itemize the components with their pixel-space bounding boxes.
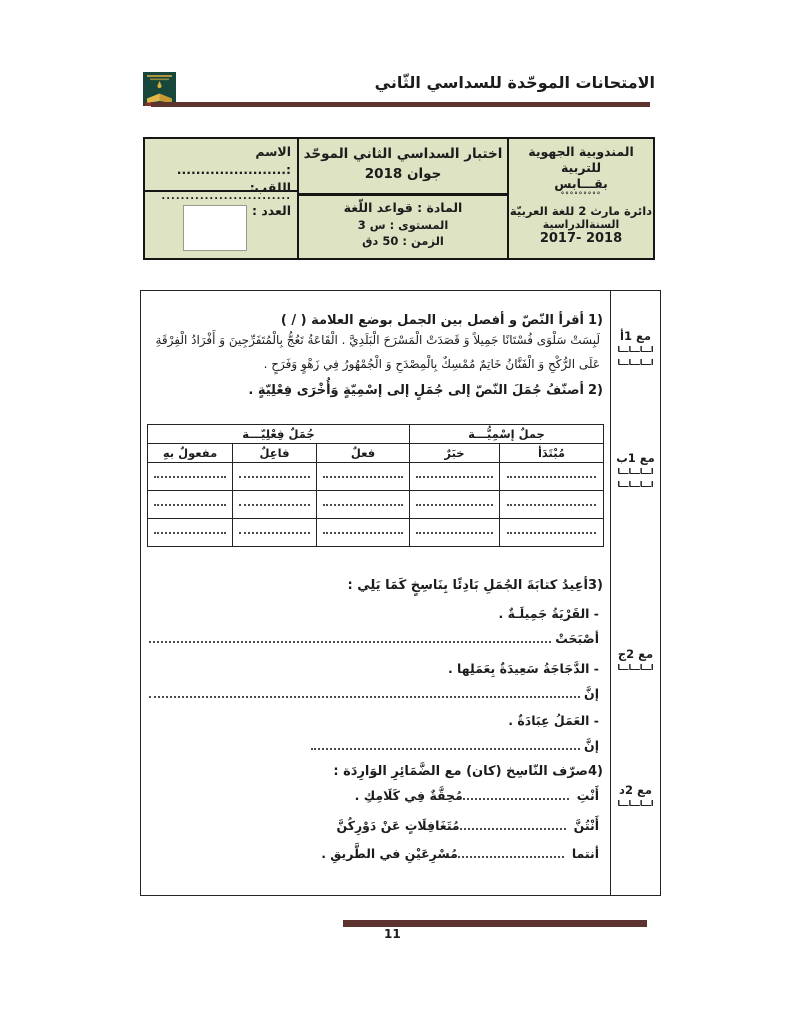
criterion-label: مع 1ب: [616, 451, 655, 465]
dotted-answer-line: [154, 476, 226, 478]
exam-duration: الزمن : 50 دق: [362, 234, 444, 248]
institution-line: المندوبية الجهوية للتربية: [528, 144, 634, 175]
exam-info-table: [143, 137, 655, 260]
question-3-text: أعِيدُ كتابَةَ الجُمَلِ بَادِئًا بِنَاسِخٍ كَمَا يَلِي :: [347, 578, 588, 593]
q3-starter-3: إنَّ: [584, 738, 599, 753]
criterion-label: مع 2د: [619, 783, 652, 797]
q3-answer-1[interactable]: [149, 631, 599, 646]
dotted-answer-line: [507, 476, 596, 478]
dotted-answer-line: [154, 504, 226, 506]
exam-details-cell: [299, 196, 507, 249]
q3-answer-2[interactable]: [149, 686, 599, 701]
exam-content: [145, 291, 607, 895]
dotted-answer-line[interactable]: [463, 798, 569, 800]
question-3-heading: [348, 578, 604, 593]
grading-tick-row: اـــاـــاـــا: [617, 358, 654, 367]
col-fail: فاعِلٌ: [233, 444, 317, 463]
school-year-label: السنةالدراسية: [542, 218, 620, 231]
dotted-answer-line[interactable]: [458, 856, 564, 858]
grading-margin-column: [610, 291, 660, 895]
question-2-heading: [248, 383, 603, 398]
dotted-answer-line: [323, 504, 402, 506]
student-name-field[interactable]: الاسم :.......................: [176, 144, 291, 177]
table-row: [148, 463, 604, 491]
classification-table: [147, 424, 604, 547]
answer-cell[interactable]: [317, 519, 410, 547]
student-fields: [145, 139, 297, 258]
dotted-answer-line: [416, 476, 493, 478]
exam-session: جوان 2018: [364, 166, 442, 182]
question-1-text: أقرأ النّصّ و أفصل بين الجمل بوضع العلامة ( / ): [280, 313, 584, 328]
question-2-number: 2): [588, 383, 603, 398]
question-1-number: 1): [588, 313, 603, 328]
student-surname-field[interactable]: اللقب:: [249, 180, 291, 195]
q3-sentence-1: - القَرْيَةُ جَمِيلَـةٌ .: [498, 606, 599, 621]
q3-answer-3[interactable]: [311, 738, 599, 753]
grading-tick-row: اـــاـــاـــا: [617, 467, 654, 476]
answer-cell[interactable]: [500, 519, 604, 547]
info-institution: [507, 139, 653, 258]
district-line: دائرة مارث 2 للغة العربيّة: [509, 204, 653, 218]
question-4-text: صرّف النّاسِخ (كان) مع الضَّمَائِرِ الوَارِدَة :: [333, 764, 588, 779]
q4-row-3: [149, 846, 599, 861]
table-row: [148, 491, 604, 519]
q3-sentence-2: - الدَّجَاجَةُ سَعِيدَةٌ بِعَمَلِها .: [447, 661, 599, 676]
exam-level: المستوى : س 3: [357, 218, 449, 232]
dotted-answer-line: [323, 532, 402, 534]
q4-phrase-1: مُحِقَّةٌ فِي كَلَامِكِ .: [354, 788, 463, 803]
question-4-heading: [333, 764, 603, 779]
grading-tick-row: اـــاـــاـــا: [617, 345, 654, 354]
answer-cell[interactable]: [410, 491, 500, 519]
criterion-mark-c: [611, 647, 660, 674]
header-rule: [151, 102, 650, 107]
dotted-answer-line: [239, 476, 310, 478]
question-4-number: 4): [588, 764, 603, 779]
answer-cell[interactable]: [317, 463, 410, 491]
col-mubtada: مُبْتَدَأ: [500, 444, 604, 463]
answer-cell[interactable]: [148, 491, 233, 519]
question-3-number: 3): [588, 578, 603, 593]
q3-sentence-3: - العَمَلُ عِبَادَةٌ .: [508, 713, 599, 728]
exam-subject: المادة : قواعد اللّغة: [343, 200, 463, 215]
dotted-answer-line: [239, 504, 310, 506]
reading-passage-line-2: عَلَى الرُّكْحِ وَ الْفَنَّانُ خَاتِمٌ مُمْسِكٌ بِالْمِصْدَحِ وَ الْجُمْهُورُ فِي زَهْوٍ وَفَرَحٍ .: [263, 357, 600, 371]
exam-body: [140, 290, 661, 896]
answer-cell[interactable]: [233, 519, 317, 547]
surname-dots-line[interactable]: ...........................: [161, 192, 291, 201]
exam-title: اختبار السداسي الثاني الموحّد: [303, 146, 503, 162]
table-column-header-row: [148, 444, 604, 463]
grading-tick-row: اـــاـــاـــا: [617, 480, 654, 489]
footer-rule: [343, 920, 647, 927]
dotted-answer-line[interactable]: [311, 748, 580, 750]
q4-phrase-3: مُسْرِعَيْنِ في الطَّريقِ .: [321, 846, 458, 861]
dotted-answer-line: [154, 532, 226, 534]
criterion-mark-a: [611, 329, 660, 369]
info-exam: [297, 139, 507, 258]
criterion-label: مع 1أ: [620, 329, 651, 343]
answer-cell[interactable]: [500, 491, 604, 519]
ministry-education-logo: [143, 72, 176, 106]
q4-row-2: [149, 818, 599, 833]
question-2-text: أصنّفُ جُمَلَ النّصّ إلى جُمَلٍ إلى إسْمِيّةٍ وَأُخْرَى فِعْلِيّةٍ .: [248, 383, 584, 398]
group-verbal-sentences: جُمَلٌ فِعْلِيّـــة: [148, 425, 410, 444]
dotted-answer-line[interactable]: [460, 828, 566, 830]
criterion-mark-b: [611, 451, 660, 491]
logo-icon: [143, 72, 176, 106]
table-row: [148, 519, 604, 547]
q3-starter-2: إنَّ: [584, 686, 599, 701]
dots-separator: °°°°°°°°°: [560, 191, 602, 199]
page-number: 11: [384, 927, 401, 941]
dotted-answer-line: [507, 504, 596, 506]
dotted-answer-line[interactable]: [149, 641, 551, 643]
grading-tick-row: اـــاـــاـــا: [617, 799, 654, 808]
q4-pronoun-1: أَنْتِ: [576, 788, 599, 803]
score-cell: [145, 192, 297, 258]
answer-cell[interactable]: [500, 463, 604, 491]
student-name-cell[interactable]: [145, 139, 297, 195]
dotted-answer-line[interactable]: [149, 696, 580, 698]
institution-city: بقـــابس: [554, 176, 608, 191]
col-khabar: خبَرٌ: [410, 444, 500, 463]
answer-cell[interactable]: [233, 491, 317, 519]
score-label: العدد :: [251, 203, 291, 218]
answer-cell[interactable]: [148, 519, 233, 547]
table-group-header-row: [148, 425, 604, 444]
criterion-label: مع 2ج: [617, 647, 654, 661]
answer-cell[interactable]: [410, 519, 500, 547]
col-fiil: فعلٌ: [317, 444, 410, 463]
answer-cell[interactable]: [317, 491, 410, 519]
reading-passage-line-1: لَبِسَتْ سَلْوَى فُسْتَانًا جَمِيلاً وَ قَصَدَتْ الْمَسْرَحَ الْبَلَدِيَّ . الْقَاعَةُ تَعُجُّ بِالْمُتَفَرِّجِينَ وَ أَفْرَادُ الْفِرْقَةِ: [155, 333, 600, 347]
grading-tick-row: اـــاـــاـــا: [617, 663, 654, 672]
answer-cell[interactable]: [233, 463, 317, 491]
dotted-answer-line: [507, 532, 596, 534]
q4-phrase-2: مُتَغَافِلَاتٍ عَنْ دَوْرِكُنَّ: [336, 818, 460, 833]
dotted-answer-line: [416, 532, 493, 534]
q4-pronoun-3: أنتما: [571, 846, 599, 861]
question-1-heading: [281, 313, 603, 328]
answer-cell[interactable]: [148, 463, 233, 491]
col-mafoul: مفعولٌ بهِ: [148, 444, 233, 463]
dotted-answer-line: [239, 532, 310, 534]
score-box[interactable]: [183, 205, 247, 251]
q4-pronoun-2: أَنْتُنَّ: [573, 818, 599, 833]
group-nominal-sentences: جملٌ إسْمِيُّـــة: [410, 425, 604, 444]
exam-title-cell: [299, 139, 507, 196]
page-header-title: الامتحانات الموحّدة للسداسي الثّاني: [374, 73, 655, 92]
dotted-answer-line: [416, 504, 493, 506]
q4-row-1: [149, 788, 599, 803]
answer-cell[interactable]: [410, 463, 500, 491]
q3-starter-1: أصْبَحَتْ: [555, 631, 599, 646]
dotted-answer-line: [323, 476, 402, 478]
criterion-mark-d: [611, 783, 660, 810]
school-year-value: 2017- 2018: [539, 231, 623, 246]
